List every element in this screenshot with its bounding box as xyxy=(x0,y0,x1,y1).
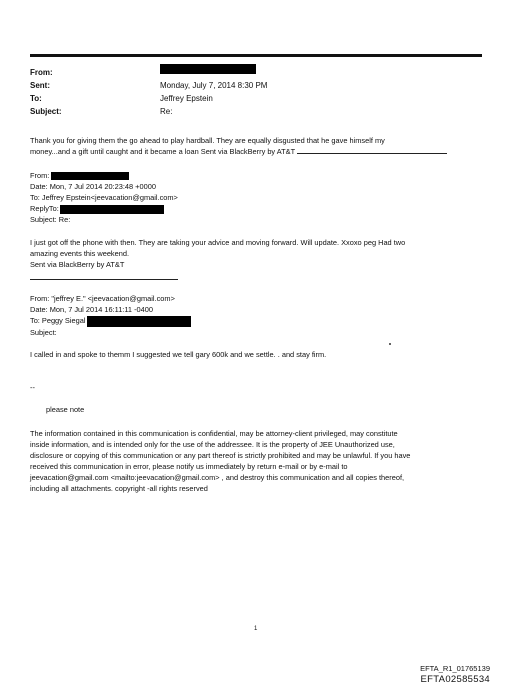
email-header xyxy=(30,66,267,118)
quoted2-date: Date: Mon, 7 Jul 2014 16:11:11 -0400 xyxy=(30,305,153,314)
signature-dashes: -- xyxy=(30,383,35,392)
quoted1-subject: Subject: Re: xyxy=(30,215,71,224)
disclaimer-line1: The information contained in this communication is confidential, may be attorney-client privileged, may constitute xyxy=(30,429,398,438)
sent-value: Monday, July 7, 2014 8:30 PM xyxy=(160,81,268,90)
disclaimer-line4: received this communication in error, please notify us immediately by return e-mail or by e-mail to xyxy=(30,462,348,471)
disclaimer-line5: jeevacation@gmail.com <mailto:jeevacation@gmail.com> , and destroy this communication and all copies thereof, xyxy=(30,473,405,482)
sent-label: Sent: xyxy=(30,81,50,90)
separator-line xyxy=(30,279,178,280)
subject-label: Subject: xyxy=(30,107,62,116)
from-row xyxy=(30,66,267,79)
quoted2-from: From: "jeffrey E." <jeevacation@gmail.com> xyxy=(30,294,175,303)
message1-line2-wrap xyxy=(30,146,490,157)
disclaimer-line2: inside information, and is intended only for the use of the addressee. It is the property of JEE Unauthorized use, xyxy=(30,440,395,449)
please-note-block xyxy=(46,404,506,415)
quoted1-from: From: xyxy=(30,171,50,180)
message-body-2 xyxy=(30,237,490,270)
redaction-quoted2-to xyxy=(87,316,191,327)
quoted1-replyto-row xyxy=(30,203,490,214)
from-label: From: xyxy=(30,68,53,77)
redaction-from xyxy=(160,64,256,74)
sent-row xyxy=(30,79,267,92)
to-row xyxy=(30,92,267,105)
quoted1-to: To: Jeffrey Epstein<jeevacation@gmail.com> xyxy=(30,193,178,202)
subject-row xyxy=(30,105,267,118)
subject-value: Re: xyxy=(160,107,173,116)
message2-line2: amazing events this weekend. xyxy=(30,249,130,258)
quoted-header-2 xyxy=(30,293,490,338)
to-label: To: xyxy=(30,94,42,103)
quoted1-replyto: ReplyTo: xyxy=(30,204,59,213)
to-value: Jeffrey Epstein xyxy=(160,94,213,103)
quoted-header-1 xyxy=(30,170,490,225)
message1-line2: money...and a gift until caught and it became a loan Sent via BlackBerry by AT&T xyxy=(30,147,295,156)
redaction-quoted1-from xyxy=(51,172,129,180)
disclaimer-line3: disclosure or copying of this communication or any part thereof is strictly prohibited and may be unlawful. If you have xyxy=(30,451,411,460)
please-note: please note xyxy=(46,405,85,414)
message3-line1: I called in and spoke to themm I suggested we tell gary 600k and we settle. . and stay firm. xyxy=(30,350,327,359)
quoted1-date: Date: Mon, 7 Jul 2014 20:23:48 +0000 xyxy=(30,182,156,191)
message2-line3: Sent via BlackBerry by AT&T xyxy=(30,260,125,269)
message1-line1: Thank you for giving them the go ahead to play hardball. They are equally disgusted that he gave himself my xyxy=(30,136,385,145)
bates-number-1: EFTA_R1_01765139 xyxy=(420,664,490,673)
redaction-quoted1-replyto xyxy=(60,205,164,214)
header-rule xyxy=(30,54,482,57)
disclaimer-line6: including all attachments. copyright -all rights reserved xyxy=(30,484,208,493)
message2-line1: I just got off the phone with then. They are taking your advice and moving forward. Will update. Xxoxo peg Had two xyxy=(30,238,406,247)
quoted2-to: To: Peggy Siegal xyxy=(30,316,86,325)
message-body-1 xyxy=(30,135,490,157)
quoted2-to-row xyxy=(30,315,490,327)
quoted2-subject: Subject: xyxy=(30,327,57,337)
disclaimer xyxy=(30,428,490,494)
signature-block xyxy=(30,382,490,393)
stray-mark xyxy=(389,343,391,345)
page-number: 1 xyxy=(254,626,258,632)
quoted1-from-row xyxy=(30,170,490,181)
message-body-3 xyxy=(30,349,490,360)
signature-underline xyxy=(297,153,447,154)
bates-number-2: EFTA02585534 xyxy=(420,674,490,685)
